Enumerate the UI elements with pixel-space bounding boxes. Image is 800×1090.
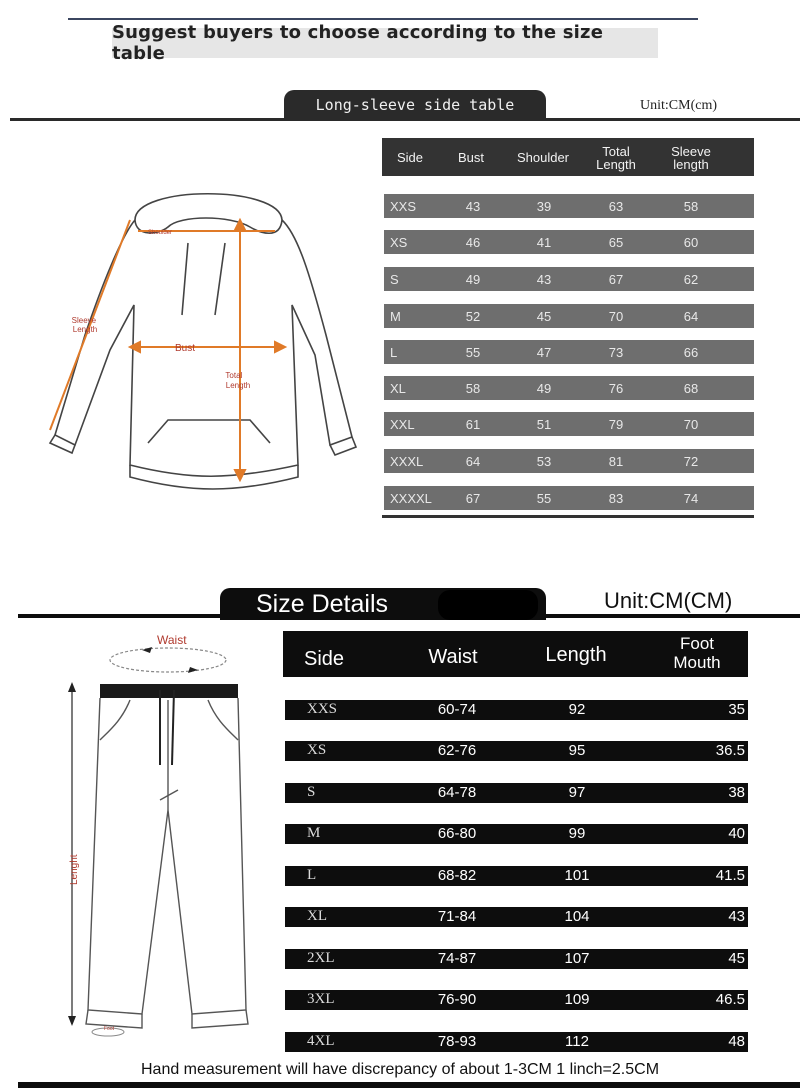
table-cell: XL: [390, 381, 406, 396]
table-cell: 109: [564, 991, 590, 1008]
table-cell: 51: [536, 417, 552, 432]
table-row: [285, 700, 748, 720]
table-row: [384, 486, 754, 510]
shoulder-label: Shoulder: [148, 230, 173, 236]
table-cell: XXL: [390, 417, 415, 432]
table-cell: 107: [564, 950, 590, 967]
table-row: [384, 267, 754, 291]
table-cell: 76-90: [437, 991, 477, 1008]
table-cell: 64: [465, 454, 481, 469]
table-cell: 112: [565, 1033, 589, 1050]
table-cell: 49: [465, 272, 481, 287]
col-waist: Waist: [428, 646, 478, 668]
table-cell: XS: [307, 742, 327, 758]
table-row: [285, 824, 748, 844]
table-cell: 41.5: [715, 867, 745, 884]
table-cell: 95: [568, 742, 586, 759]
table-cell: 92: [568, 701, 586, 718]
table-cell: 38: [728, 784, 745, 801]
table-row: [285, 741, 748, 761]
col-total-length: Total Length: [596, 144, 636, 172]
bust-label: Bust: [175, 343, 196, 354]
table-cell: 81: [608, 454, 624, 469]
table-cell: 79: [608, 417, 624, 432]
sleeve-length-label: [72, 316, 99, 334]
table-cell: 99: [568, 825, 586, 842]
table-cell: 67: [608, 272, 624, 287]
bottom-unit-label: Unit:CM(CM): [604, 588, 733, 613]
table-cell: XXXL: [390, 454, 424, 469]
table-cell: 53: [536, 454, 552, 469]
table-row: [285, 949, 748, 969]
table-row: [384, 376, 754, 400]
table-cell: 49: [536, 381, 552, 396]
table-cell: 83: [608, 491, 624, 506]
waist-label: Waist: [157, 633, 187, 647]
table-cell: 58: [683, 199, 699, 214]
pocket: [148, 420, 270, 443]
table-cell: 45: [728, 950, 745, 967]
table-cell: 55: [465, 345, 481, 360]
col-side: Side: [396, 150, 424, 165]
top-unit-label: Unit:CM(cm): [640, 98, 717, 113]
total-length-label-line2: Length: [225, 381, 251, 390]
pants-outline: [88, 698, 246, 1014]
total-length-label-line: Total: [225, 371, 243, 380]
col-side: Side: [303, 648, 345, 670]
table-row: [384, 412, 754, 436]
table-row: [384, 340, 754, 364]
total-length-label: [225, 371, 250, 390]
waist-ellipse: [110, 648, 226, 672]
table-cell: 43: [728, 908, 745, 925]
pants-diagram: [60, 630, 280, 1050]
table-cell: S: [390, 272, 399, 287]
hoodie-diagram: [30, 175, 370, 505]
table-cell: XL: [307, 908, 327, 924]
table-cell: 64: [683, 309, 699, 324]
table-cell: XS: [390, 235, 408, 250]
seam-mark: [160, 790, 178, 800]
hood-outline: [135, 194, 282, 234]
table-cell: 74: [683, 491, 699, 506]
table-row: [285, 1032, 748, 1052]
table-cell: M: [390, 309, 401, 324]
table-cell: XXXXL: [390, 491, 432, 506]
right-pocket: [208, 700, 238, 740]
table-cell: 46: [465, 235, 481, 250]
drawstring-right: [172, 690, 174, 765]
table-cell: 61: [465, 417, 481, 432]
waistband: [100, 684, 238, 698]
left-pocket: [100, 700, 130, 740]
table-cell: 40: [728, 825, 745, 842]
col-length: Length: [545, 644, 607, 666]
table-cell: 63: [608, 199, 624, 214]
table-cell: 68-82: [437, 867, 477, 884]
table-cell: 55: [536, 491, 552, 506]
top-table-header: [382, 138, 754, 176]
size-details-title: Size Details: [256, 590, 388, 618]
table-cell: 65: [608, 235, 624, 250]
table-row: [384, 230, 754, 254]
length-label: Lenght: [69, 854, 80, 885]
table-cell: 4XL: [307, 1033, 335, 1049]
col-foot-mouth: Foot Mouth: [673, 634, 721, 672]
table-row: [285, 907, 748, 927]
waist-arrow-right: [188, 667, 198, 673]
table-cell: XXS: [390, 199, 417, 214]
table-cell: 104: [564, 908, 590, 925]
table-cell: 45: [536, 309, 552, 324]
table-cell: 97: [568, 784, 586, 801]
table-cell: 66: [683, 345, 699, 360]
table-cell: 35: [728, 701, 745, 718]
table-cell: 43: [465, 199, 481, 214]
foot-label: Foot: [104, 1026, 115, 1032]
col-shoulder: Shoulder: [516, 150, 570, 165]
table-row: [384, 449, 754, 473]
table-cell: 64-78: [437, 784, 477, 801]
table-row: [285, 990, 748, 1010]
table-cell: S: [307, 784, 316, 800]
table-cell: XXS: [307, 701, 338, 717]
table-cell: 101: [564, 867, 590, 884]
table-cell: 43: [536, 272, 552, 287]
table-cell: 36.5: [715, 742, 745, 759]
long-sleeve-tab: Long-sleeve side table: [284, 90, 546, 120]
table-cell: 71-84: [437, 908, 477, 925]
table-row: [384, 304, 754, 328]
table-cell: 41: [536, 235, 552, 250]
table-cell: 62: [683, 272, 699, 287]
table-cell: L: [390, 345, 398, 360]
table-cell: 3XL: [307, 991, 335, 1007]
table-cell: M: [307, 825, 321, 841]
footer-divider: [18, 1082, 800, 1088]
table-cell: 78-93: [437, 1033, 477, 1050]
table-cell: 70: [608, 309, 624, 324]
table-row: [285, 866, 748, 886]
top-table-bottom-border: [382, 515, 754, 518]
table-cell: 72: [683, 454, 699, 469]
table-cell: 48: [728, 1033, 745, 1050]
top-divider: [68, 18, 698, 20]
table-cell: 74-87: [437, 950, 477, 967]
table-cell: 68: [683, 381, 699, 396]
col-sleeve-length: Sleeve length: [671, 144, 711, 172]
table-row: [384, 194, 754, 218]
table-cell: 58: [465, 381, 481, 396]
table-row: [285, 783, 748, 803]
table-cell: 46.5: [715, 991, 745, 1008]
table-cell: 2XL: [307, 950, 335, 966]
table-cell: L: [307, 867, 317, 883]
table-cell: 47: [536, 345, 552, 360]
waist-arrow-left: [142, 647, 152, 653]
sleeve-label-line2: Length: [72, 325, 98, 334]
body-outline: [55, 220, 352, 476]
table-cell: 52: [465, 309, 481, 324]
table-cell: 62-76: [437, 742, 477, 759]
redacted-mark: [438, 590, 538, 620]
sleeve-label-line1: Sleeve: [71, 316, 97, 325]
footer-note: Hand measurement will have discrepancy of about 1-3CM 1 linch=2.5CM: [140, 1061, 660, 1078]
col-bust: Bust: [457, 150, 484, 165]
drawstring-right: [215, 243, 225, 315]
table-cell: 76: [608, 381, 624, 396]
bottom-table-header: [283, 631, 748, 677]
table-cell: 73: [608, 345, 624, 360]
suggest-banner: Suggest buyers to choose according to the size table: [112, 28, 658, 58]
drawstring-left: [182, 243, 188, 315]
table-cell: 66-80: [437, 825, 477, 842]
table-cell: 70: [683, 417, 699, 432]
table-cell: 60-74: [437, 701, 477, 718]
table-cell: 60: [683, 235, 699, 250]
table-cell: 67: [465, 491, 481, 506]
table-cell: 39: [536, 199, 552, 214]
